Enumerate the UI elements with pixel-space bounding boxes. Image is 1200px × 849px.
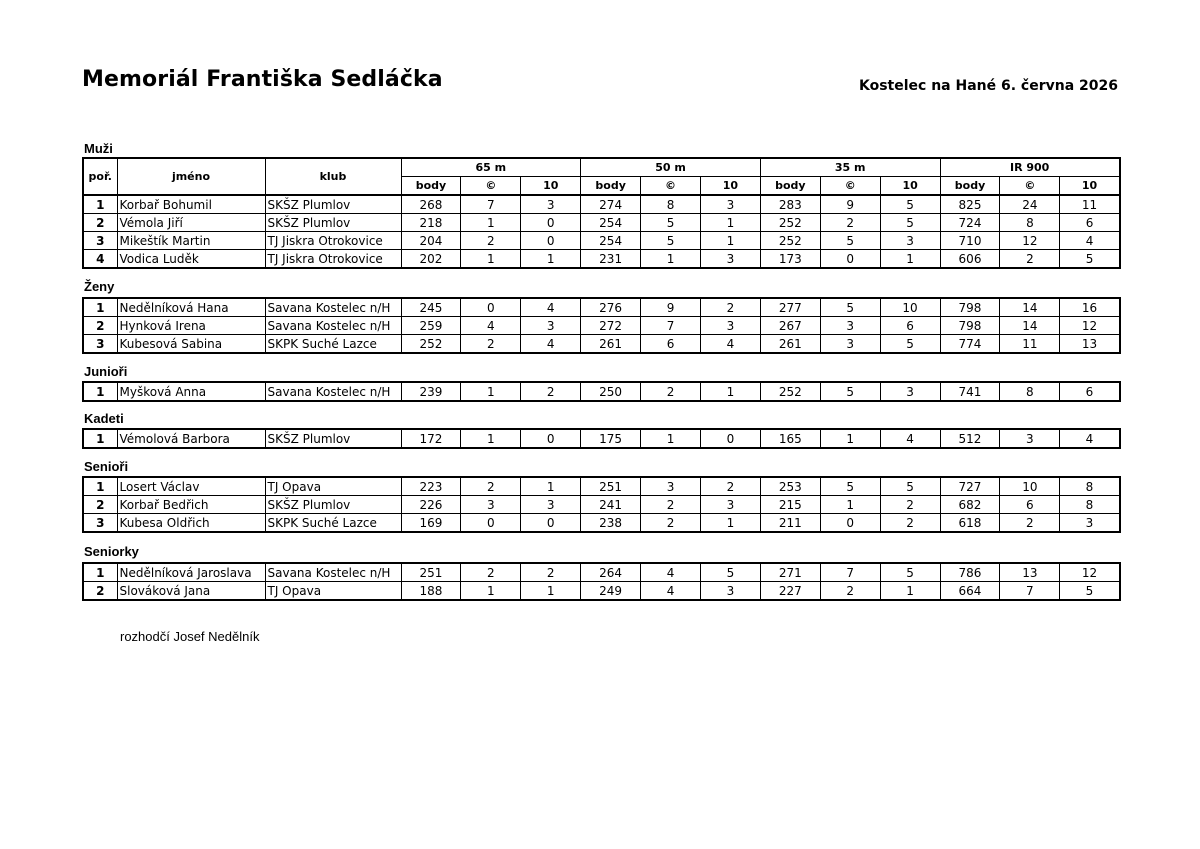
- score-cell: 0: [700, 429, 760, 448]
- header-discipline: IR 900: [940, 158, 1120, 177]
- club-cell: TJ Opava: [265, 582, 401, 601]
- club-cell: Savana Kostelec n/H: [265, 563, 401, 582]
- header-subcolumn: 10: [1060, 177, 1120, 196]
- results-table: [82, 476, 1121, 533]
- score-cell: 6: [1000, 496, 1060, 514]
- score-cell: 2: [461, 335, 521, 354]
- club-cell: Savana Kostelec n/H: [265, 382, 401, 401]
- header-discipline: 65 m: [401, 158, 581, 177]
- score-cell: 261: [581, 335, 641, 354]
- score-cell: 1: [700, 232, 760, 250]
- rank-cell: 1: [83, 429, 117, 448]
- score-cell: 10: [1000, 477, 1060, 496]
- name-cell: Vémolová Barbora: [117, 429, 265, 448]
- score-cell: 2: [461, 477, 521, 496]
- score-cell: 7: [1000, 582, 1060, 601]
- score-cell: 2: [521, 563, 581, 582]
- name-cell: Mikeštík Martin: [117, 232, 265, 250]
- score-cell: 215: [760, 496, 820, 514]
- score-cell: 13: [1000, 563, 1060, 582]
- score-cell: 2: [641, 382, 701, 401]
- score-cell: 11: [1000, 335, 1060, 354]
- score-cell: 226: [401, 496, 461, 514]
- score-cell: 202: [401, 250, 461, 269]
- header-subcolumn: 10: [521, 177, 581, 196]
- score-cell: 2: [700, 477, 760, 496]
- score-cell: 9: [820, 195, 880, 214]
- header-row: [83, 158, 1120, 177]
- score-cell: 2: [641, 514, 701, 533]
- score-cell: 188: [401, 582, 461, 601]
- score-cell: 1: [521, 250, 581, 269]
- club-cell: SKŠZ Plumlov: [265, 195, 401, 214]
- header-rank: poř.: [83, 158, 117, 195]
- name-cell: Korbař Bedřich: [117, 496, 265, 514]
- score-cell: 1: [641, 250, 701, 269]
- score-cell: 3: [820, 317, 880, 335]
- score-cell: 825: [940, 195, 1000, 214]
- category-label: Senioři: [84, 459, 129, 474]
- score-cell: 5: [1060, 250, 1120, 269]
- header-subcolumn: 10: [880, 177, 940, 196]
- score-cell: 227: [760, 582, 820, 601]
- score-cell: 2: [641, 496, 701, 514]
- header-subcolumn: ©: [1000, 177, 1060, 196]
- table-row: [83, 477, 1120, 496]
- score-cell: 798: [940, 317, 1000, 335]
- score-cell: 2: [1000, 250, 1060, 269]
- score-cell: 4: [1060, 429, 1120, 448]
- score-cell: 250: [581, 382, 641, 401]
- score-cell: 682: [940, 496, 1000, 514]
- score-cell: 13: [1060, 335, 1120, 354]
- score-cell: 267: [760, 317, 820, 335]
- category-label: Junioři: [84, 364, 128, 379]
- score-cell: 4: [521, 298, 581, 317]
- score-cell: 252: [760, 232, 820, 250]
- rank-cell: 3: [83, 232, 117, 250]
- score-cell: 8: [1000, 382, 1060, 401]
- category-label: Kadeti: [84, 411, 124, 426]
- score-cell: 10: [880, 298, 940, 317]
- score-cell: 5: [820, 382, 880, 401]
- score-cell: 8: [1060, 496, 1120, 514]
- score-cell: 11: [1060, 195, 1120, 214]
- score-cell: 4: [880, 429, 940, 448]
- score-cell: 664: [940, 582, 1000, 601]
- score-cell: 2: [461, 563, 521, 582]
- score-cell: 3: [700, 195, 760, 214]
- score-cell: 1: [700, 382, 760, 401]
- club-cell: TJ Jiskra Otrokovice: [265, 232, 401, 250]
- score-cell: 261: [760, 335, 820, 354]
- score-cell: 5: [880, 563, 940, 582]
- results-table: [82, 157, 1121, 269]
- rank-cell: 3: [83, 514, 117, 533]
- rank-cell: 2: [83, 582, 117, 601]
- score-cell: 9: [641, 298, 701, 317]
- score-cell: 3: [880, 382, 940, 401]
- score-cell: 1: [461, 582, 521, 601]
- score-cell: 5: [880, 477, 940, 496]
- score-cell: 5: [641, 214, 701, 232]
- score-cell: 223: [401, 477, 461, 496]
- header-club: klub: [265, 158, 401, 195]
- score-cell: 2: [880, 514, 940, 533]
- score-cell: 7: [641, 317, 701, 335]
- score-cell: 271: [760, 563, 820, 582]
- score-cell: 1: [880, 582, 940, 601]
- score-cell: 218: [401, 214, 461, 232]
- score-cell: 14: [1000, 298, 1060, 317]
- table-row: [83, 195, 1120, 214]
- header-discipline: 50 m: [581, 158, 761, 177]
- rank-cell: 2: [83, 496, 117, 514]
- score-cell: 2: [1000, 514, 1060, 533]
- table-row: [83, 214, 1120, 232]
- score-cell: 618: [940, 514, 1000, 533]
- score-cell: 173: [760, 250, 820, 269]
- name-cell: Hynková Irena: [117, 317, 265, 335]
- score-cell: 2: [880, 496, 940, 514]
- table-row: [83, 382, 1120, 401]
- score-cell: 1: [700, 214, 760, 232]
- category-label: Ženy: [84, 279, 115, 294]
- score-cell: 251: [401, 563, 461, 582]
- header-subcolumn: body: [581, 177, 641, 196]
- header-subcolumn: body: [760, 177, 820, 196]
- score-cell: 252: [760, 382, 820, 401]
- score-cell: 204: [401, 232, 461, 250]
- rank-cell: 2: [83, 317, 117, 335]
- score-cell: 1: [880, 250, 940, 269]
- score-cell: 724: [940, 214, 1000, 232]
- table-row: [83, 582, 1120, 601]
- category-label: Seniorky: [84, 544, 139, 559]
- score-cell: 5: [880, 195, 940, 214]
- score-cell: 3: [1060, 514, 1120, 533]
- score-cell: 6: [641, 335, 701, 354]
- score-cell: 1: [521, 477, 581, 496]
- score-cell: 6: [1060, 382, 1120, 401]
- score-cell: 8: [641, 195, 701, 214]
- score-cell: 3: [521, 195, 581, 214]
- club-cell: Savana Kostelec n/H: [265, 317, 401, 335]
- header-subcolumn: body: [401, 177, 461, 196]
- score-cell: 251: [581, 477, 641, 496]
- name-cell: Losert Václav: [117, 477, 265, 496]
- score-cell: 1: [461, 429, 521, 448]
- score-cell: 0: [461, 514, 521, 533]
- rank-cell: 2: [83, 214, 117, 232]
- results-table: [82, 428, 1121, 449]
- score-cell: 0: [820, 514, 880, 533]
- score-cell: 0: [521, 514, 581, 533]
- score-cell: 8: [1000, 214, 1060, 232]
- score-cell: 3: [521, 317, 581, 335]
- score-cell: 5: [1060, 582, 1120, 601]
- score-cell: 4: [461, 317, 521, 335]
- score-cell: 3: [880, 232, 940, 250]
- score-cell: 741: [940, 382, 1000, 401]
- club-cell: TJ Jiskra Otrokovice: [265, 250, 401, 269]
- club-cell: SKŠZ Plumlov: [265, 496, 401, 514]
- header-discipline: 35 m: [760, 158, 940, 177]
- score-cell: 3: [1000, 429, 1060, 448]
- score-cell: 175: [581, 429, 641, 448]
- score-cell: 1: [700, 514, 760, 533]
- score-cell: 2: [461, 232, 521, 250]
- score-cell: 0: [461, 298, 521, 317]
- name-cell: Myšková Anna: [117, 382, 265, 401]
- score-cell: 5: [820, 298, 880, 317]
- table-row: [83, 298, 1120, 317]
- score-cell: 774: [940, 335, 1000, 354]
- page-title: Memoriál Františka Sedláčka: [82, 67, 443, 92]
- club-cell: SKPK Suché Lazce: [265, 335, 401, 354]
- name-cell: Vémola Jiří: [117, 214, 265, 232]
- score-cell: 1: [461, 382, 521, 401]
- score-cell: 0: [820, 250, 880, 269]
- name-cell: Korbař Bohumil: [117, 195, 265, 214]
- header-subcolumn: body: [940, 177, 1000, 196]
- name-cell: Nedělníková Jaroslava: [117, 563, 265, 582]
- score-cell: 264: [581, 563, 641, 582]
- score-cell: 16: [1060, 298, 1120, 317]
- header-name: jméno: [117, 158, 265, 195]
- table-row: [83, 232, 1120, 250]
- score-cell: 7: [461, 195, 521, 214]
- name-cell: Kubesa Oldřich: [117, 514, 265, 533]
- score-cell: 276: [581, 298, 641, 317]
- name-cell: Nedělníková Hana: [117, 298, 265, 317]
- score-cell: 3: [521, 496, 581, 514]
- score-cell: 6: [1060, 214, 1120, 232]
- score-cell: 283: [760, 195, 820, 214]
- name-cell: Kubesová Sabina: [117, 335, 265, 354]
- table-row: [83, 429, 1120, 448]
- name-cell: Vodica Luděk: [117, 250, 265, 269]
- rank-cell: 1: [83, 563, 117, 582]
- score-cell: 3: [700, 250, 760, 269]
- club-cell: SKŠZ Plumlov: [265, 214, 401, 232]
- score-cell: 0: [521, 429, 581, 448]
- score-cell: 3: [461, 496, 521, 514]
- score-cell: 231: [581, 250, 641, 269]
- score-cell: 274: [581, 195, 641, 214]
- score-cell: 165: [760, 429, 820, 448]
- score-cell: 277: [760, 298, 820, 317]
- table-row: [83, 514, 1120, 533]
- rank-cell: 3: [83, 335, 117, 354]
- table-row: [83, 317, 1120, 335]
- score-cell: 259: [401, 317, 461, 335]
- score-cell: 5: [880, 214, 940, 232]
- score-cell: 4: [1060, 232, 1120, 250]
- score-cell: 4: [700, 335, 760, 354]
- score-cell: 4: [521, 335, 581, 354]
- score-cell: 727: [940, 477, 1000, 496]
- score-cell: 12: [1060, 317, 1120, 335]
- header-subcolumn: ©: [820, 177, 880, 196]
- score-cell: 786: [940, 563, 1000, 582]
- score-cell: 5: [641, 232, 701, 250]
- score-cell: 1: [461, 250, 521, 269]
- score-cell: 169: [401, 514, 461, 533]
- score-cell: 8: [1060, 477, 1120, 496]
- results-table: [82, 381, 1121, 402]
- score-cell: 5: [820, 232, 880, 250]
- score-cell: 2: [700, 298, 760, 317]
- header-subcolumn: ©: [641, 177, 701, 196]
- table-row: [83, 250, 1120, 269]
- score-cell: 172: [401, 429, 461, 448]
- referee-note: rozhodčí Josef Nedělník: [120, 629, 260, 644]
- rank-cell: 1: [83, 382, 117, 401]
- score-cell: 5: [880, 335, 940, 354]
- score-cell: 606: [940, 250, 1000, 269]
- score-cell: 249: [581, 582, 641, 601]
- name-cell: Slováková Jana: [117, 582, 265, 601]
- results-table: [82, 562, 1121, 601]
- score-cell: 253: [760, 477, 820, 496]
- score-cell: 12: [1060, 563, 1120, 582]
- score-cell: 3: [700, 317, 760, 335]
- score-cell: 6: [880, 317, 940, 335]
- score-cell: 3: [641, 477, 701, 496]
- rank-cell: 1: [83, 195, 117, 214]
- score-cell: 710: [940, 232, 1000, 250]
- score-cell: 5: [820, 477, 880, 496]
- score-cell: 252: [760, 214, 820, 232]
- score-cell: 14: [1000, 317, 1060, 335]
- rank-cell: 1: [83, 298, 117, 317]
- results-table: [82, 297, 1121, 354]
- score-cell: 1: [461, 214, 521, 232]
- club-cell: SKŠZ Plumlov: [265, 429, 401, 448]
- score-cell: 2: [820, 214, 880, 232]
- club-cell: TJ Opava: [265, 477, 401, 496]
- club-cell: SKPK Suché Lazce: [265, 514, 401, 533]
- score-cell: 238: [581, 514, 641, 533]
- score-cell: 272: [581, 317, 641, 335]
- score-cell: 3: [820, 335, 880, 354]
- score-cell: 12: [1000, 232, 1060, 250]
- header-subcolumn: 10: [700, 177, 760, 196]
- place-date: Kostelec na Hané 6. června 2026: [858, 78, 1118, 94]
- score-cell: 24: [1000, 195, 1060, 214]
- score-cell: 0: [521, 214, 581, 232]
- score-cell: 2: [521, 382, 581, 401]
- table-row: [83, 496, 1120, 514]
- score-cell: 1: [820, 496, 880, 514]
- score-cell: 2: [820, 582, 880, 601]
- score-cell: 1: [641, 429, 701, 448]
- score-cell: 3: [700, 496, 760, 514]
- rank-cell: 1: [83, 477, 117, 496]
- score-cell: 254: [581, 232, 641, 250]
- score-cell: 7: [820, 563, 880, 582]
- score-cell: 252: [401, 335, 461, 354]
- score-cell: 245: [401, 298, 461, 317]
- score-cell: 239: [401, 382, 461, 401]
- club-cell: Savana Kostelec n/H: [265, 298, 401, 317]
- rank-cell: 4: [83, 250, 117, 269]
- score-cell: 1: [820, 429, 880, 448]
- score-cell: 512: [940, 429, 1000, 448]
- score-cell: 268: [401, 195, 461, 214]
- category-label: Muži: [84, 141, 113, 156]
- score-cell: 4: [641, 582, 701, 601]
- score-cell: 254: [581, 214, 641, 232]
- score-cell: 5: [700, 563, 760, 582]
- table-row: [83, 335, 1120, 354]
- score-cell: 1: [521, 582, 581, 601]
- score-cell: 3: [700, 582, 760, 601]
- table-row: [83, 563, 1120, 582]
- score-cell: 241: [581, 496, 641, 514]
- score-cell: 4: [641, 563, 701, 582]
- score-cell: 798: [940, 298, 1000, 317]
- score-cell: 0: [521, 232, 581, 250]
- score-cell: 211: [760, 514, 820, 533]
- header-subcolumn: ©: [461, 177, 521, 196]
